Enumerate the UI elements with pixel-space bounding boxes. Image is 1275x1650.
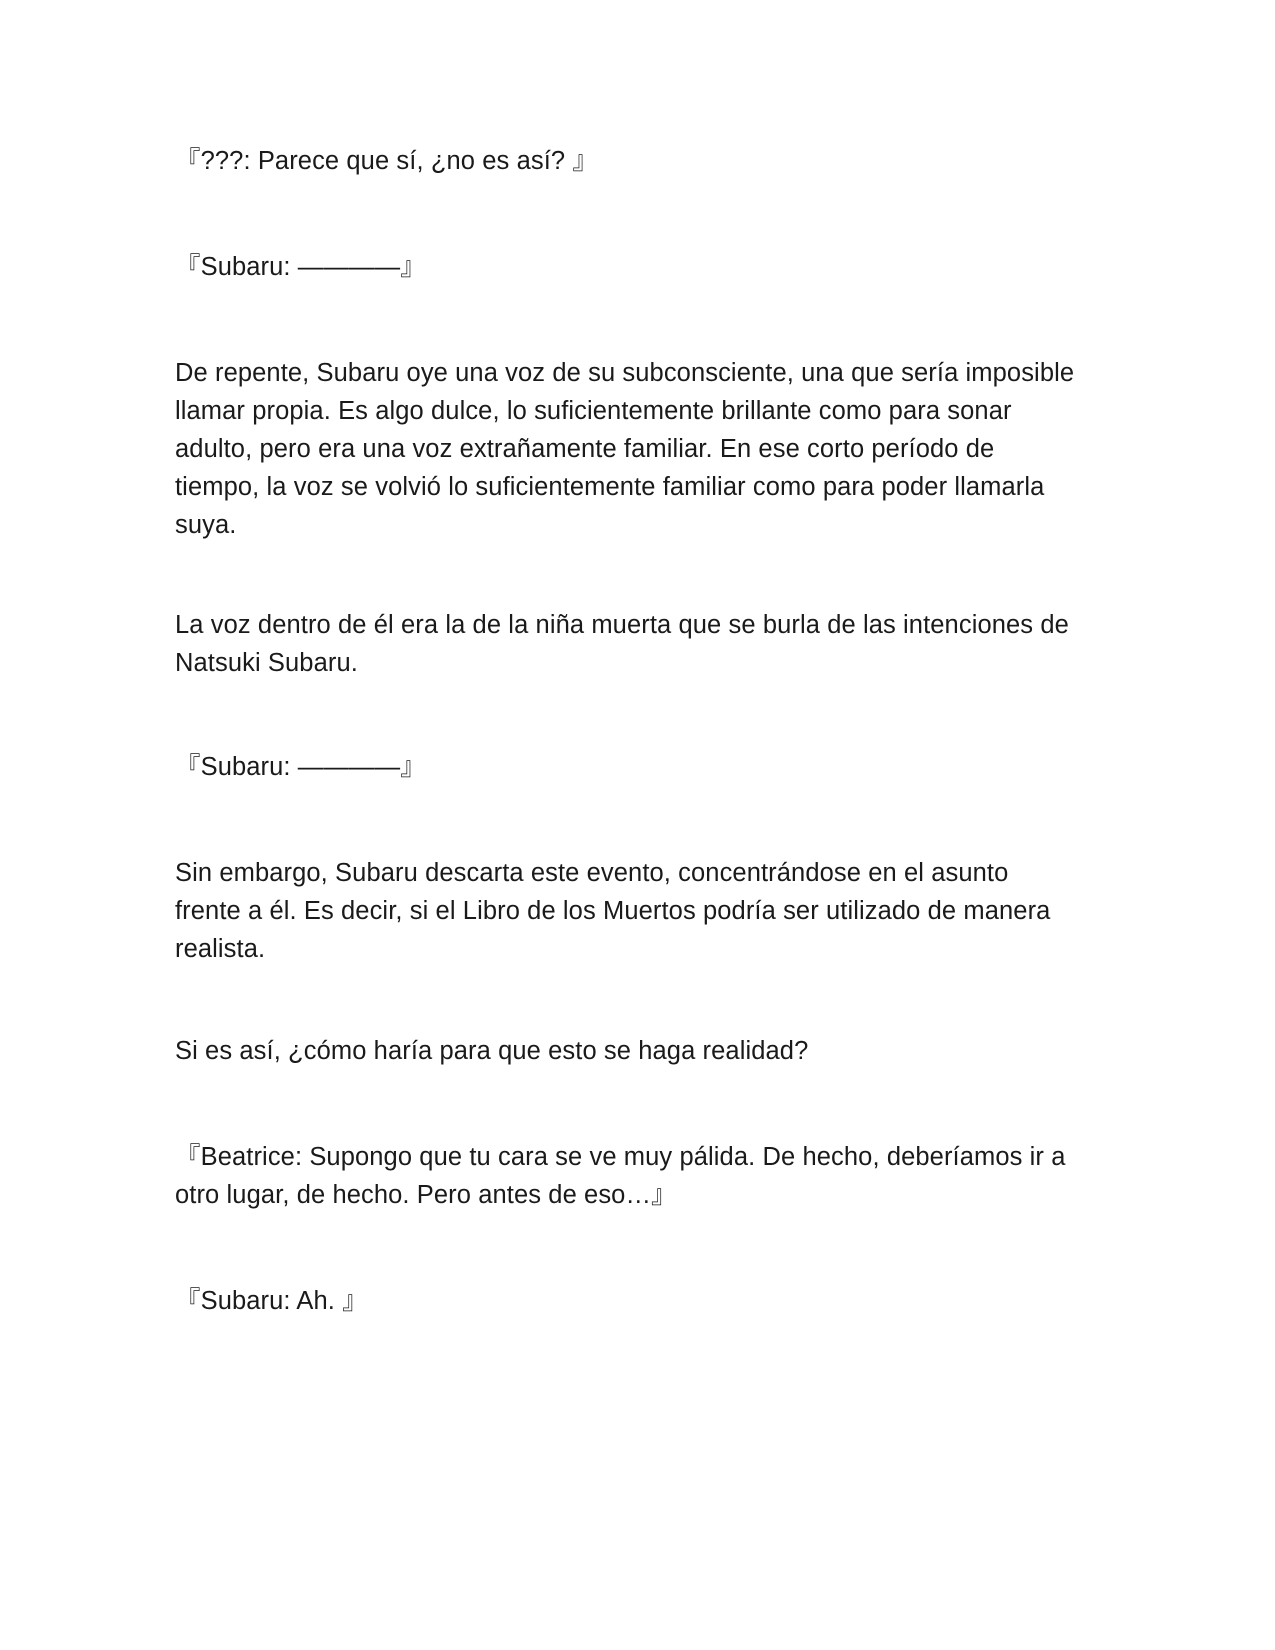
text-line: tiempo, la voz se volvió lo suficientemente familiar como para poder llamarla [175, 473, 1045, 501]
text-line: Natsuki Subaru. [175, 649, 358, 677]
text-line: Sin embargo, Subaru descarta este evento, concentrándose en el asunto [175, 859, 1009, 887]
text-line: La voz dentro de él era la de la niña muerta que se burla de las intenciones de [175, 611, 1069, 639]
narration-paragraph-2 [175, 606, 1105, 682]
narration-paragraph-1 [175, 354, 1105, 544]
text-line: suya. [175, 511, 237, 539]
text-line: adulto, pero era una voz extrañamente familiar. En ese corto período de [175, 435, 995, 463]
text-line: Si es así, ¿cómo haría para que esto se haga realidad? [175, 1037, 809, 1065]
dialogue-subaru-1 [175, 248, 1105, 286]
dialogue-subaru-2 [175, 748, 1105, 786]
text-line: 『Beatrice: Supongo que tu cara se ve muy pálida. De hecho, deberíamos ir a [175, 1143, 1066, 1171]
text-line: llamar propia. Es algo dulce, lo suficientemente brillante como para sonar [175, 397, 1012, 425]
dialogue-unknown [175, 142, 1105, 180]
text-line: otro lugar, de hecho. Pero antes de eso…』 [175, 1181, 677, 1209]
dialogue-beatrice [175, 1138, 1105, 1214]
dialogue-subaru-3 [175, 1282, 1105, 1320]
text-line: frente a él. Es decir, si el Libro de los Muertos podría ser utilizado de manera [175, 897, 1051, 925]
narration-paragraph-4 [175, 1032, 1105, 1070]
text-line: 『Subaru: ————』 [175, 753, 426, 781]
text-line: 『Subaru: ————』 [175, 253, 426, 281]
text-line: De repente, Subaru oye una voz de su subconsciente, una que sería imposible [175, 359, 1075, 387]
text-line: 『Subaru: Ah. 』 [175, 1287, 368, 1315]
narration-paragraph-3 [175, 854, 1105, 968]
text-line: 『???: Parece que sí, ¿no es así? 』 [175, 147, 598, 175]
text-line: realista. [175, 935, 266, 963]
